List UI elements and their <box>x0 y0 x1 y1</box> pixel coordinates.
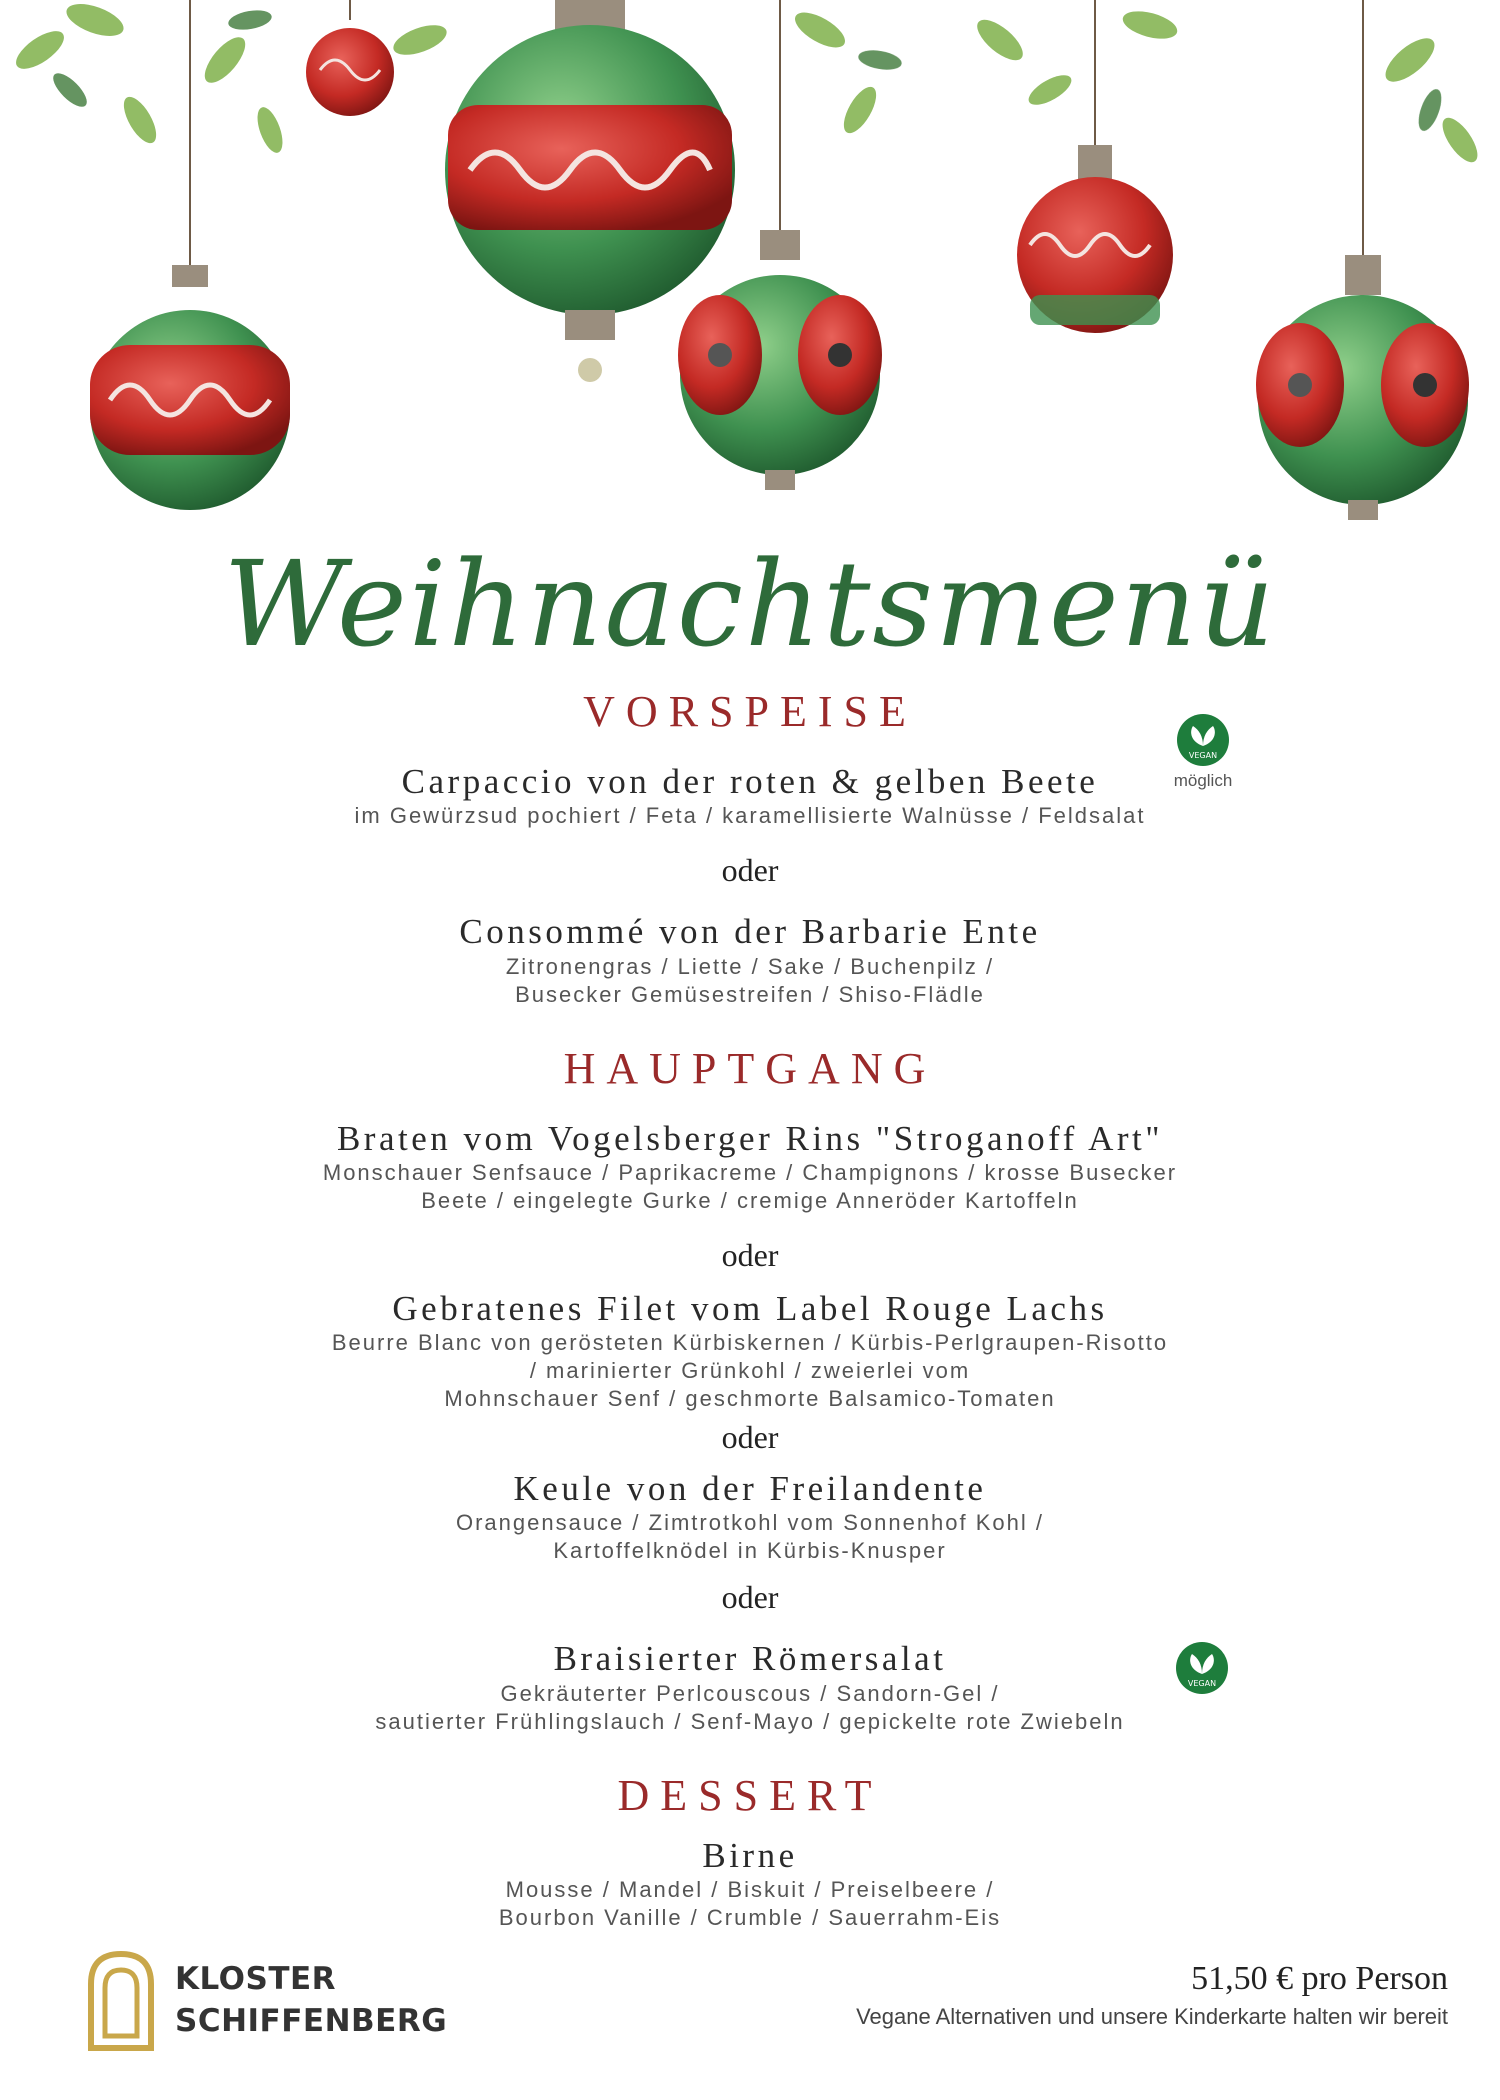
dish-name: Carpaccio von der roten & gelben Beete <box>401 762 1099 801</box>
dish-name: Braisierter Römersalat <box>553 1639 947 1679</box>
logo-line-2: SCHIFFENBERG <box>175 2003 448 2039</box>
separator-oder: oder <box>721 1419 779 1455</box>
dish-description: im Gewürzsud pochiert / Feta / karamellisierte Walnüsse / Feldsalat <box>354 803 1146 829</box>
dish-name: Birne <box>702 1835 798 1875</box>
dish-description: Mohnschauer Senf / geschmorte Balsamico-Tomaten <box>444 1386 1056 1411</box>
footnote: Vegane Alternativen und unsere Kinderkarte halten wir bereit <box>856 2004 1448 2029</box>
separator-oder: oder <box>721 852 779 889</box>
dish-description: Beurre Blanc von gerösteten Kürbiskernen / Kürbis-Perlgraupen-Risotto <box>331 1330 1169 1355</box>
dish-description: / marinierter Grünkohl / zweierlei vom <box>529 1358 971 1383</box>
dish-name: Keule von der Freilandente <box>513 1469 987 1508</box>
dish-name: Consommé von der Barbarie Ente <box>459 912 1041 952</box>
logo-arch-icon <box>85 1948 157 2052</box>
vegan-badge <box>1172 1640 1232 1701</box>
price: 51,50 € pro Person <box>1191 1960 1448 1997</box>
christmas-ornaments-illustration <box>0 0 1500 600</box>
dish-description: Gekräuterter Perlcouscous / Sandorn-Gel / <box>500 1680 1000 1706</box>
section-heading-dessert: DESSERT <box>617 1770 883 1820</box>
dish-name: Gebratenes Filet vom Label Rouge Lachs <box>392 1288 1108 1328</box>
separator-oder: oder <box>721 1579 779 1616</box>
logo-line-1: KLOSTER <box>175 1961 337 1997</box>
vegan-badge <box>1168 712 1238 791</box>
vegan-possible-label: möglich <box>1173 771 1233 790</box>
page-title: Weihnachtsmenü <box>223 535 1277 673</box>
separator-oder: oder <box>721 1236 779 1273</box>
dish-description: Orangensauce / Zimtrotkohl vom Sonnenhof Kohl / <box>455 1510 1045 1536</box>
dish-description: Bourbon Vanille / Crumble / Sauerrahm-Eis <box>498 1904 1002 1930</box>
vegan-leaf-icon <box>1175 712 1231 768</box>
section-heading-hauptgang: HAUPTGANG <box>563 1043 937 1093</box>
dish-description: Beete / eingelegte Gurke / cremige Anneröder Kartoffeln <box>421 1187 1079 1213</box>
kloster-schiffenberg-logo <box>85 1948 448 2058</box>
menu-content <box>0 680 1500 1932</box>
vegan-leaf-icon <box>1174 1640 1230 1696</box>
section-heading-vorspeise: VORSPEISE <box>583 687 917 736</box>
dish-description: Monschauer Senfsauce / Paprikacreme / Champignons / krosse Busecker <box>322 1159 1178 1185</box>
dish-description: Kartoffelknödel in Kürbis-Knusper <box>553 1538 947 1564</box>
dish-description: Busecker Gemüsestreifen / Shiso-Flädle <box>515 981 985 1007</box>
dish-description: Mousse / Mandel / Biskuit / Preiselbeere / <box>505 1876 995 1902</box>
dish-description: Zitronengras / Liette / Sake / Buchenpilz / <box>505 953 995 979</box>
dish-description: sautierter Frühlingslauch / Senf-Mayo / gepickelte rote Zwiebeln <box>375 1708 1125 1734</box>
dish-name: Braten vom Vogelsberger Rins "Stroganoff Art" <box>336 1118 1164 1158</box>
svg-text:VEGAN: VEGAN <box>1187 1679 1217 1688</box>
svg-text:VEGAN: VEGAN <box>1188 751 1218 760</box>
